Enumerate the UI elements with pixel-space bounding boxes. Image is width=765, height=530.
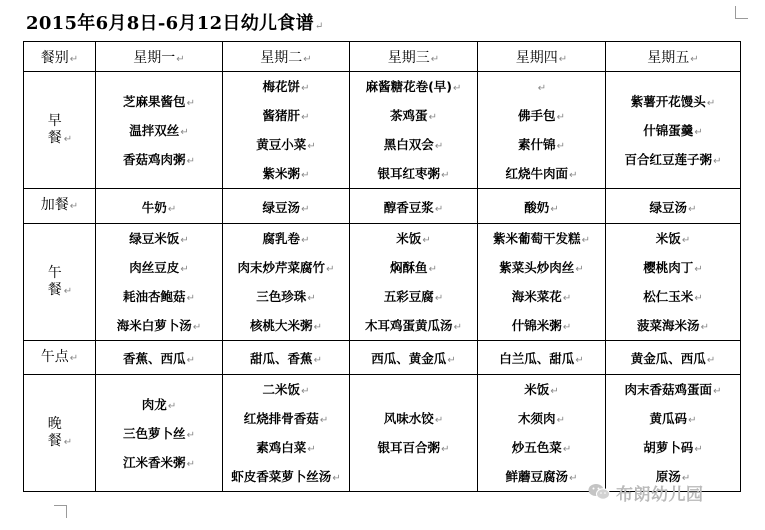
dish-item: 风味水饺 <box>383 411 434 426</box>
dish-item: 胡萝卜码 <box>643 440 694 455</box>
paragraph-mark: ↵ <box>569 473 578 484</box>
dish-item: 牛奶 <box>141 199 167 215</box>
dish-cell <box>96 341 223 375</box>
dish-item: 米饭 <box>524 382 550 397</box>
dish-line <box>478 107 605 124</box>
dish-line <box>350 439 477 456</box>
dish-list <box>96 224 222 340</box>
dish-list <box>478 375 605 491</box>
meal-row <box>24 224 741 341</box>
paragraph-mark: ↵ <box>180 126 189 138</box>
paragraph-mark: ↵ <box>301 386 310 397</box>
meal-row <box>24 341 741 375</box>
paragraph-mark: ↵ <box>422 235 431 246</box>
dish-cell <box>478 72 606 189</box>
dish-item: 紫薯开花馒头 <box>630 93 706 109</box>
paragraph-mark: ↵ <box>167 400 177 412</box>
dish-item: 什锦米粥 <box>511 318 562 333</box>
dish-item: 温拌双丝 <box>129 122 180 138</box>
paragraph-mark: ↵ <box>301 203 310 215</box>
dish-item: 腐乳卷 <box>262 231 301 246</box>
dish-item: 海米菜花 <box>511 289 562 304</box>
paragraph-mark: ↵ <box>690 53 699 65</box>
dish-item: 绿豆汤 <box>262 199 301 215</box>
dish-item: 炒五色菜 <box>511 440 562 455</box>
paragraph-mark: ↵ <box>430 53 440 65</box>
paragraph-mark: ↵ <box>434 415 444 426</box>
dish-line <box>223 230 349 247</box>
meal-type-label: 加餐 <box>40 197 69 213</box>
dish-list <box>606 375 740 491</box>
dish-cell <box>606 189 741 224</box>
dish-cell <box>223 341 350 375</box>
dish-cell <box>478 375 606 492</box>
dish-item: 素鸡白菜 <box>256 440 307 455</box>
dish-item: 肉末香菇鸡蛋面 <box>624 382 713 397</box>
paragraph-mark: ↵ <box>694 264 703 275</box>
dish-cell <box>96 72 223 189</box>
dish-line <box>350 288 477 305</box>
paragraph-mark: ↵ <box>319 415 329 426</box>
dish-item: 松仁玉米 <box>643 289 694 304</box>
dish-item: 香蕉、西瓜 <box>123 351 186 366</box>
header-day <box>96 42 223 72</box>
dish-item: 米饭 <box>655 231 681 246</box>
dish-line <box>96 288 222 305</box>
dish-item: 焖酥鱼 <box>390 260 428 275</box>
dish-line <box>223 317 349 334</box>
meal-type-label: 午点 <box>40 348 69 365</box>
paragraph-mark: ↵ <box>186 155 195 167</box>
dish-line <box>606 259 740 276</box>
dish-item: 酸奶 <box>524 199 550 215</box>
paragraph-mark: ↵ <box>313 355 322 366</box>
dish-line <box>96 425 222 442</box>
paragraph-mark: ↵ <box>694 293 703 304</box>
dish-item: 红烧牛肉面 <box>505 166 569 181</box>
dish-list <box>223 72 349 188</box>
paragraph-mark: ↵ <box>332 473 341 484</box>
meal-type-cell <box>24 72 96 189</box>
paragraph-mark: ↵ <box>688 203 697 215</box>
paragraph-mark: ↵ <box>562 322 572 333</box>
dish-line <box>606 122 740 139</box>
dish-line <box>96 230 222 247</box>
dish-item: 银耳红枣粥 <box>377 166 441 181</box>
dish-item: 二米饭 <box>262 382 301 397</box>
dish-item: 绿豆米饭 <box>129 231 180 246</box>
dish-item: 肉丝豆皮 <box>129 260 180 275</box>
dish-cell <box>606 224 741 341</box>
paragraph-mark: ↵ <box>688 415 697 426</box>
dish-line <box>606 151 740 168</box>
dish-line <box>96 151 222 168</box>
header-day <box>350 42 478 72</box>
dish-line <box>606 410 740 427</box>
paragraph-mark: ↵ <box>550 386 559 397</box>
paragraph-mark: ↵ <box>447 355 456 366</box>
paragraph-mark: ↵ <box>706 97 716 109</box>
dish-cell <box>223 375 350 492</box>
dish-item: 酱猪肝 <box>262 108 301 123</box>
menu-title-text: 2015年6月8日-6月12日幼儿食谱 <box>26 13 314 34</box>
header-meal-type <box>24 42 96 72</box>
paragraph-mark: ↵ <box>556 112 565 123</box>
dish-item: 鲜蘑豆腐汤 <box>505 469 569 484</box>
paragraph-mark: ↵ <box>313 322 322 333</box>
dish-line <box>96 93 222 110</box>
dish-item: 梅花饼 <box>262 79 301 94</box>
dish-line <box>350 259 477 276</box>
paragraph-mark: ↵ <box>63 133 73 145</box>
meal-type-cell <box>24 224 96 341</box>
dish-item: 银耳百合粥 <box>377 440 441 455</box>
meal-type-cell <box>24 375 96 492</box>
paragraph-mark: ↵ <box>307 293 316 304</box>
dish-line <box>478 381 605 398</box>
dish-item: 黄豆小菜 <box>256 137 307 152</box>
menu-title <box>26 9 324 35</box>
paragraph-mark: ↵ <box>550 203 559 215</box>
dish-cell <box>96 189 223 224</box>
dish-list <box>96 390 222 477</box>
dish-list <box>350 72 477 188</box>
dish-item: 紫米粥 <box>262 166 301 181</box>
meal-row <box>24 189 741 224</box>
dish-line <box>606 230 740 247</box>
dish-cell <box>223 189 350 224</box>
dish-item: 香菇鸡肉粥 <box>123 151 186 167</box>
dish-cell <box>223 224 350 341</box>
dish-line <box>350 410 477 427</box>
paragraph-mark: ↵ <box>556 415 565 426</box>
weekly-menu-table <box>23 41 741 492</box>
dish-item: 樱桃肉丁 <box>643 260 694 275</box>
dish-line <box>223 381 349 398</box>
dish-line <box>223 288 349 305</box>
dish-item: 黑白双会 <box>383 137 434 152</box>
paragraph-mark: ↵ <box>314 21 324 32</box>
paragraph-mark: ↵ <box>69 53 79 65</box>
dish-item: 虾皮香菜萝卜丝汤 <box>231 469 332 484</box>
paragraph-mark: ↵ <box>434 293 444 304</box>
header-label: 星期五 <box>647 49 690 66</box>
paragraph-mark: ↵ <box>453 83 462 94</box>
paragraph-mark: ↵ <box>167 203 177 215</box>
dish-item: 肉末炒芹菜腐竹 <box>237 260 326 275</box>
dish-line <box>478 165 605 182</box>
wechat-icon <box>588 483 610 501</box>
dish-item: 江米香米粥 <box>123 454 186 470</box>
page-corner-mark <box>54 505 67 518</box>
paragraph-mark: ↵ <box>694 126 703 138</box>
paragraph-mark: ↵ <box>441 170 450 181</box>
dish-cell <box>223 72 350 189</box>
paragraph-mark: ↵ <box>186 355 195 366</box>
dish-line <box>350 107 477 124</box>
dish-line <box>478 230 605 247</box>
dish-item: 黄瓜码 <box>649 411 688 426</box>
header-label: 星期二 <box>260 49 303 66</box>
paragraph-mark: ↵ <box>301 83 310 94</box>
header-day <box>223 42 350 72</box>
dish-line <box>350 230 477 247</box>
dish-item: 木须肉 <box>518 411 556 426</box>
dish-line <box>478 288 605 305</box>
dish-item: 紫菜头炒肉丝 <box>499 260 575 275</box>
dish-item: 紫米葡萄干发糕 <box>493 231 581 246</box>
dish-line <box>478 410 605 427</box>
dish-cell <box>96 375 223 492</box>
paragraph-mark: ↵ <box>562 444 572 455</box>
dish-line <box>478 317 605 334</box>
dish-line <box>478 136 605 153</box>
dish-list <box>478 224 605 340</box>
paragraph-mark: ↵ <box>537 83 547 94</box>
dish-line <box>223 136 349 153</box>
dish-item: 黄金瓜、西瓜 <box>630 351 706 366</box>
dish-item: 五彩豆腐 <box>383 289 434 304</box>
dish-list <box>96 87 222 174</box>
paragraph-mark: ↵ <box>558 53 568 65</box>
meal-row <box>24 72 741 189</box>
paragraph-mark: ↵ <box>581 235 590 246</box>
paragraph-mark: ↵ <box>186 458 195 470</box>
meal-type-label: 早餐 <box>47 112 62 146</box>
dish-item: 木耳鸡蛋黄瓜汤 <box>365 318 453 333</box>
dish-item: 三色珍珠 <box>256 289 307 304</box>
dish-line <box>478 468 605 485</box>
dish-item: 麻酱糖花卷(早) <box>365 79 453 94</box>
dish-list <box>223 375 349 491</box>
dish-line <box>223 439 349 456</box>
paragraph-mark: ↵ <box>434 141 444 152</box>
watermark <box>588 480 704 504</box>
paragraph-mark: ↵ <box>301 170 310 181</box>
meal-type-cell <box>24 189 96 224</box>
dish-cell <box>350 375 478 492</box>
header-row <box>24 42 741 72</box>
dish-line <box>606 93 740 110</box>
dish-item: 三色萝卜丝 <box>123 425 186 441</box>
dish-line <box>606 288 740 305</box>
dish-line <box>606 317 740 334</box>
dish-line <box>96 259 222 276</box>
header-day <box>478 42 606 72</box>
dish-list <box>478 72 605 188</box>
page-corner-mark <box>735 6 748 19</box>
dish-cell <box>478 341 606 375</box>
dish-item: 什锦蛋羹 <box>643 122 694 138</box>
dish-item: 百合红豆莲子粥 <box>624 151 713 167</box>
dish-cell <box>350 72 478 189</box>
paragraph-mark: ↵ <box>307 141 316 152</box>
paragraph-mark: ↵ <box>176 53 185 65</box>
paragraph-mark: ↵ <box>694 444 703 455</box>
menu-body <box>24 72 741 492</box>
paragraph-mark: ↵ <box>192 322 202 333</box>
dish-line <box>478 439 605 456</box>
paragraph-mark: ↵ <box>63 285 73 297</box>
paragraph-mark: ↵ <box>713 155 722 167</box>
dish-cell <box>478 189 606 224</box>
paragraph-mark: ↵ <box>453 322 462 333</box>
dish-item: 菠菜海米汤 <box>637 318 700 333</box>
dish-line <box>223 468 349 485</box>
dish-line <box>478 259 605 276</box>
dish-list <box>606 87 740 174</box>
paragraph-mark: ↵ <box>681 235 691 246</box>
header-label: 餐别 <box>40 49 69 66</box>
watermark-text: 布朗幼儿园 <box>616 484 704 505</box>
dish-item: 肉龙 <box>141 396 167 412</box>
dish-item: 素什锦 <box>518 137 556 152</box>
paragraph-mark: ↵ <box>326 264 335 275</box>
paragraph-mark: ↵ <box>180 235 189 246</box>
dish-line <box>606 439 740 456</box>
dish-line <box>478 78 605 95</box>
dish-cell <box>606 375 741 492</box>
dish-line <box>96 454 222 471</box>
header-day <box>606 42 741 72</box>
paragraph-mark: ↵ <box>713 386 722 397</box>
dish-line <box>606 381 740 398</box>
dish-item: 核桃大米粥 <box>250 318 313 333</box>
dish-list <box>606 224 740 340</box>
paragraph-mark: ↵ <box>307 444 316 455</box>
dish-list <box>350 404 477 462</box>
paragraph-mark: ↵ <box>428 112 437 123</box>
dish-item: 醇香豆浆 <box>383 199 434 215</box>
dish-line <box>350 165 477 182</box>
dish-item: 原汤 <box>655 469 681 484</box>
paragraph-mark: ↵ <box>303 53 312 65</box>
dish-cell <box>350 224 478 341</box>
paragraph-mark: ↵ <box>301 112 310 123</box>
paragraph-mark: ↵ <box>569 170 578 181</box>
paragraph-mark: ↵ <box>301 235 310 246</box>
paragraph-mark: ↵ <box>434 203 444 215</box>
paragraph-mark: ↵ <box>681 473 691 484</box>
meal-type-cell <box>24 341 96 375</box>
paragraph-mark: ↵ <box>63 436 73 448</box>
dish-item: 甜瓜、香蕉 <box>250 351 313 366</box>
dish-item: 西瓜、黄金瓜 <box>371 351 447 366</box>
dish-cell <box>350 189 478 224</box>
dish-cell <box>606 72 741 189</box>
dish-cell <box>606 341 741 375</box>
header-label: 星期一 <box>133 49 176 66</box>
dish-cell <box>96 224 223 341</box>
dish-item: 耗油杏鲍菇 <box>123 289 186 304</box>
paragraph-mark: ↵ <box>706 355 716 366</box>
dish-line <box>96 122 222 139</box>
paragraph-mark: ↵ <box>575 264 584 275</box>
header-label: 星期四 <box>515 49 558 66</box>
dish-line <box>223 107 349 124</box>
dish-item: 绿豆汤 <box>649 199 688 215</box>
dish-item: 芝麻果酱包 <box>123 93 186 109</box>
paragraph-mark: ↵ <box>186 97 195 109</box>
paragraph-mark: ↵ <box>69 201 79 212</box>
dish-line <box>223 259 349 276</box>
dish-item: 茶鸡蛋 <box>390 108 428 123</box>
paragraph-mark: ↵ <box>556 141 565 152</box>
dish-line <box>223 78 349 95</box>
dish-line <box>223 165 349 182</box>
paragraph-mark: ↵ <box>575 355 584 366</box>
dish-list <box>350 224 477 340</box>
paragraph-mark: ↵ <box>428 264 437 275</box>
header-label: 星期三 <box>387 49 430 66</box>
dish-item: 佛手包 <box>518 108 556 123</box>
dish-item: 米饭 <box>396 231 422 246</box>
dish-list <box>223 224 349 340</box>
dish-line <box>96 317 222 334</box>
meal-type-label: 午餐 <box>47 264 62 298</box>
paragraph-mark: ↵ <box>69 352 79 364</box>
dish-item: 红烧排骨香菇 <box>243 411 319 426</box>
paragraph-mark: ↵ <box>562 293 572 304</box>
paragraph-mark: ↵ <box>700 322 709 333</box>
dish-cell <box>478 224 606 341</box>
dish-line <box>96 396 222 413</box>
meal-type-label: 晚餐 <box>47 415 62 449</box>
paragraph-mark: ↵ <box>180 264 189 275</box>
dish-line <box>350 78 477 95</box>
dish-item: 白兰瓜、甜瓜 <box>499 351 575 366</box>
dish-cell <box>350 341 478 375</box>
dish-item: 海米白萝卜汤 <box>116 318 192 333</box>
meal-row <box>24 375 741 492</box>
dish-line <box>223 410 349 427</box>
paragraph-mark: ↵ <box>441 444 450 455</box>
paragraph-mark: ↵ <box>186 429 195 441</box>
paragraph-mark: ↵ <box>186 293 195 304</box>
dish-line <box>350 317 477 334</box>
dish-line <box>350 136 477 153</box>
